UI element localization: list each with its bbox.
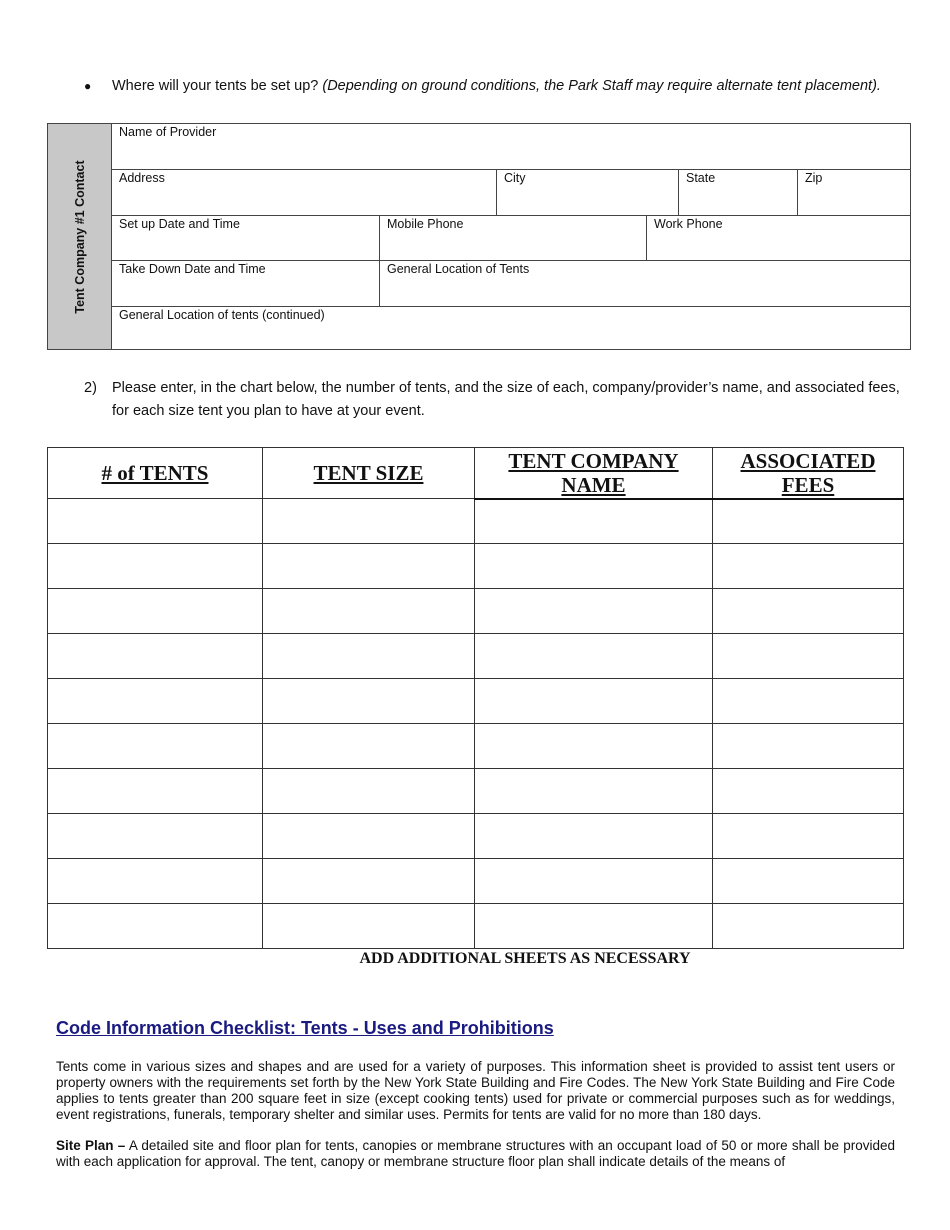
cell-num-tents[interactable] <box>48 679 263 724</box>
work-phone-label: Work Phone <box>654 217 723 231</box>
table-row <box>48 634 904 679</box>
cell-tent-size[interactable] <box>263 859 475 904</box>
tent-table <box>47 447 904 949</box>
cell-associated-fees[interactable] <box>713 589 904 634</box>
tent-table-header <box>48 448 904 499</box>
mobile-phone-field[interactable] <box>379 215 646 260</box>
table-row <box>48 904 904 949</box>
cell-company-name[interactable] <box>475 544 713 589</box>
cell-company-name[interactable] <box>475 589 713 634</box>
cell-company-name[interactable] <box>475 814 713 859</box>
bullet-icon: ● <box>84 79 92 93</box>
cell-num-tents[interactable] <box>48 859 263 904</box>
state-label: State <box>686 171 716 185</box>
site-plan-paragraph <box>56 1138 895 1170</box>
cell-num-tents[interactable] <box>48 814 263 859</box>
table-row <box>48 724 904 769</box>
table-row <box>48 544 904 589</box>
tent-location-note: (Depending on ground conditions, the Park Staff may require alternate tent placement). <box>322 78 881 94</box>
cell-company-name[interactable] <box>475 724 713 769</box>
table-row <box>48 499 904 544</box>
tent-location-text: Where will your tents be set up? <box>112 78 323 94</box>
table-row <box>48 679 904 724</box>
site-plan-text: A detailed site and floor plan for tents, canopies or membrane structures with an occupant load of 50 or more shall be provided with each application for approval. The tent, canopy or membrane structure floor plan shall indicate details of the means of <box>56 1138 895 1169</box>
cell-num-tents[interactable] <box>48 544 263 589</box>
cell-associated-fees[interactable] <box>713 904 904 949</box>
cell-company-name[interactable] <box>475 679 713 724</box>
cell-associated-fees[interactable] <box>713 724 904 769</box>
cell-tent-size[interactable] <box>263 679 475 724</box>
question-2 <box>84 377 904 423</box>
cell-num-tents[interactable] <box>48 634 263 679</box>
cell-tent-size[interactable] <box>263 589 475 634</box>
general-location-cont-label: General Location of tents (continued) <box>119 308 325 322</box>
cell-associated-fees[interactable] <box>713 679 904 724</box>
table-row <box>48 814 904 859</box>
cell-company-name[interactable] <box>475 769 713 814</box>
header-company-name: TENT COMPANY NAME <box>475 448 713 499</box>
add-sheets-note: ADD ADDITIONAL SHEETS AS NECESSARY <box>359 950 691 967</box>
header-associated-fees: ASSOCIATED FEES <box>713 448 904 499</box>
general-location-cont-field[interactable] <box>112 306 910 349</box>
code-checklist-title: Code Information Checklist: Tents - Uses and Prohibitions <box>56 1018 554 1038</box>
cell-associated-fees[interactable] <box>713 544 904 589</box>
city-field[interactable] <box>496 169 678 215</box>
cell-company-name[interactable] <box>475 904 713 949</box>
tent-company-contact-box <box>47 123 911 350</box>
header-tent-size: TENT SIZE <box>263 448 475 499</box>
cell-company-name[interactable] <box>475 634 713 679</box>
table-row <box>48 769 904 814</box>
cell-tent-size[interactable] <box>263 634 475 679</box>
cell-tent-size[interactable] <box>263 499 475 544</box>
cell-associated-fees[interactable] <box>713 859 904 904</box>
cell-tent-size[interactable] <box>263 904 475 949</box>
cell-num-tents[interactable] <box>48 724 263 769</box>
zip-label: Zip <box>805 171 823 185</box>
setup-date-label: Set up Date and Time <box>119 217 240 231</box>
cell-tent-size[interactable] <box>263 769 475 814</box>
cell-num-tents[interactable] <box>48 499 263 544</box>
takedown-date-field[interactable] <box>112 260 379 306</box>
question-2-text: Please enter, in the chart below, the number of tents, and the size of each, company/provider’s name, and associated fees, for each size tent you plan to have at your event. <box>112 380 900 419</box>
cell-associated-fees[interactable] <box>713 769 904 814</box>
table-row <box>48 859 904 904</box>
cell-tent-size[interactable] <box>263 724 475 769</box>
cell-associated-fees[interactable] <box>713 814 904 859</box>
general-location-label: General Location of Tents <box>387 262 530 276</box>
site-plan-label: Site Plan – <box>56 1138 126 1153</box>
mobile-phone-label: Mobile Phone <box>387 217 464 231</box>
general-location-field[interactable] <box>379 260 910 306</box>
work-phone-field[interactable] <box>646 215 910 260</box>
cell-num-tents[interactable] <box>48 589 263 634</box>
setup-date-field[interactable] <box>112 215 379 260</box>
cell-associated-fees[interactable] <box>713 634 904 679</box>
state-field[interactable] <box>678 169 797 215</box>
cell-tent-size[interactable] <box>263 544 475 589</box>
takedown-date-label: Take Down Date and Time <box>119 262 266 276</box>
cell-num-tents[interactable] <box>48 769 263 814</box>
code-intro-paragraph: Tents come in various sizes and shapes and are used for a variety of purposes. This information sheet is provided to assist tent users or property owners with the requirements set forth by the New York State Building and Fire Codes. The New York State Building and Fire Code applies to tents greater than 200 square feet in size (except cooking tents) used for private or commercial purposes such as for weddings, event registrations, funerals, temporary shelter and similar uses. Permits for tents are valid for no more than 180 days. <box>56 1059 895 1122</box>
city-label: City <box>504 171 526 185</box>
cell-company-name[interactable] <box>475 859 713 904</box>
contact-side-label: Tent Company #1 Contact <box>73 160 87 314</box>
name-of-provider-label: Name of Provider <box>119 125 217 139</box>
header-num-tents: # of TENTS <box>48 448 263 499</box>
contact-side-panel <box>48 124 112 349</box>
question-2-number: 2) <box>84 380 97 396</box>
cell-num-tents[interactable] <box>48 904 263 949</box>
address-label: Address <box>119 171 165 185</box>
cell-associated-fees[interactable] <box>713 499 904 544</box>
tent-location-question <box>84 76 904 96</box>
name-of-provider-field[interactable] <box>112 124 910 169</box>
address-field[interactable] <box>112 169 496 215</box>
table-row <box>48 589 904 634</box>
cell-tent-size[interactable] <box>263 814 475 859</box>
cell-company-name[interactable] <box>475 499 713 544</box>
zip-field[interactable] <box>797 169 910 215</box>
